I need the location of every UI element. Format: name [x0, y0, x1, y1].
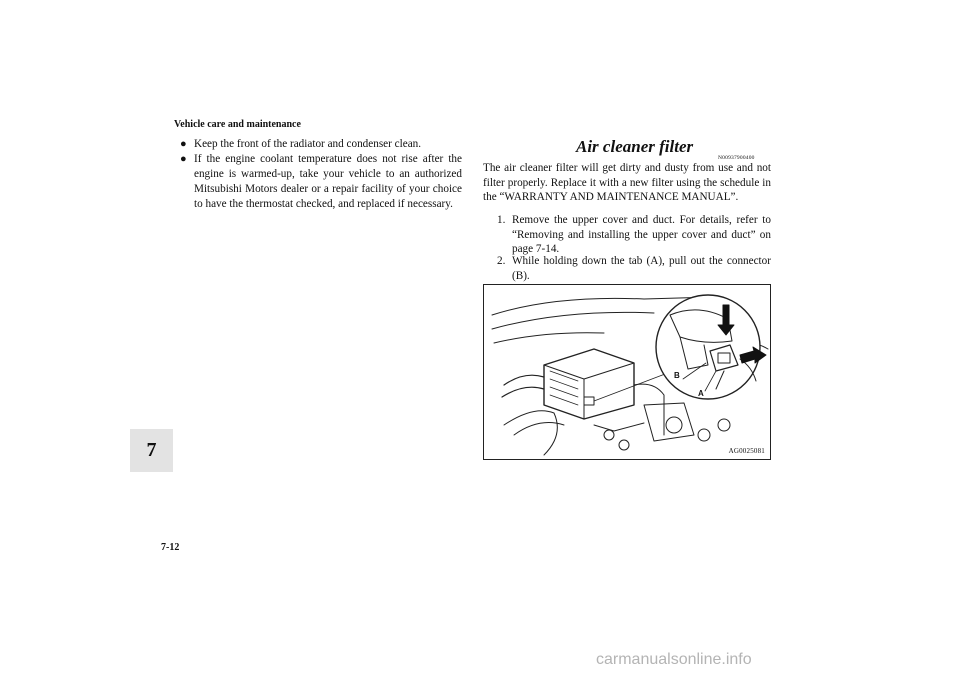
- engine-drawing: [484, 285, 770, 459]
- bullet-icon: ●: [180, 153, 187, 165]
- bullet-item: [180, 152, 462, 212]
- watermark: carmanualsonline.info: [596, 651, 752, 668]
- chapter-tab: 7: [130, 429, 173, 472]
- step-number: 2.: [497, 255, 506, 267]
- engine-illustration: [483, 284, 771, 460]
- bullet-item: [180, 137, 462, 152]
- intro-paragraph: The air cleaner filter will get dirty and dusty from use and not filter properly. Replace it with a new filter using the schedule in the “WARRANTY AND MAINTENANCE MANUAL”.: [483, 162, 771, 204]
- page-number: 7-12: [161, 542, 180, 553]
- article-code: N00937900400: [718, 155, 755, 161]
- bullet-icon: ●: [180, 138, 187, 150]
- step-item: [497, 254, 771, 283]
- left-column: [180, 137, 462, 212]
- bullet-text: If the engine coolant temperature does not rise after the engine is warmed-up, take your vehicle to an authorized Mitsubishi Motors dealer or a repair facility of your choice to have the thermostat checked, and replaced if necessary.: [194, 153, 462, 210]
- bullet-text: Keep the front of the radiator and condenser clean.: [194, 138, 422, 150]
- section-header: Vehicle care and maintenance: [174, 119, 301, 130]
- step-text: While holding down the tab (A), pull out the connector (B).: [512, 255, 771, 282]
- article-title: Air cleaner filter: [576, 137, 694, 156]
- step-number: 1.: [497, 214, 506, 226]
- callout-b: B: [674, 371, 680, 380]
- callout-a: A: [698, 389, 704, 398]
- figure-code: AG0025081: [728, 447, 765, 455]
- step-item: [497, 213, 771, 257]
- step-text: Remove the upper cover and duct. For details, refer to “Removing and installing the upper cover and duct” on page 7-14.: [512, 214, 771, 256]
